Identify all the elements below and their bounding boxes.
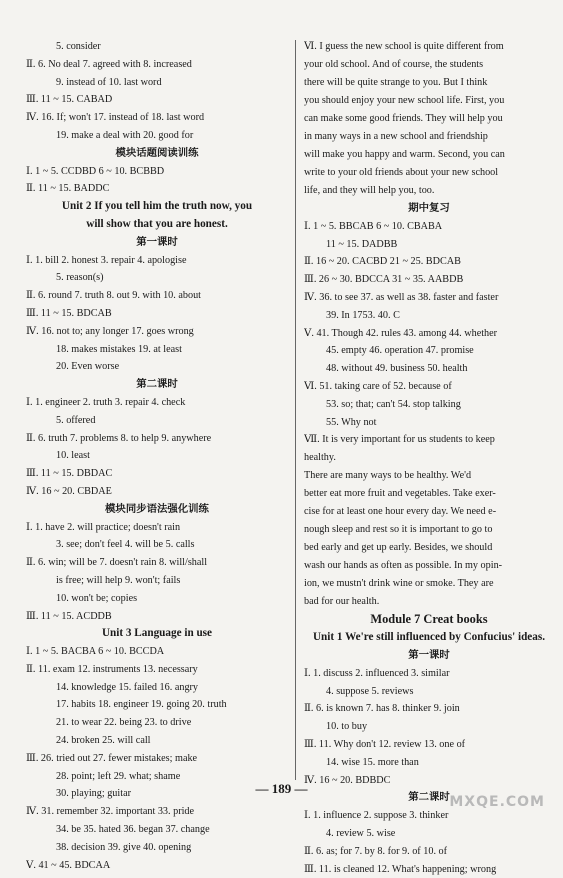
answer-line: Ⅱ. 6. as; for 7. by 8. for 9. of 10. of	[304, 845, 448, 857]
watermark: MXQE.COM	[449, 794, 545, 810]
answer-line: 55. Why not	[326, 416, 377, 428]
answer-line: 39. In 1753. 40. C	[326, 309, 400, 321]
answer-line: Ⅲ. 26. tried out 27. fewer mistakes; make	[26, 752, 198, 764]
answer-line: Ⅲ. 11. is cleaned 12. What's happening; wrong	[304, 863, 497, 875]
essay-vi	[304, 38, 554, 200]
essay-line: will make you happy and warm. Second, you can	[304, 149, 505, 160]
answer-line: 4. suppose 5. reviews	[326, 685, 414, 697]
answer-line: Ⅰ. 1 ~ 5. CCDBD 6 ~ 10. BCBBD	[26, 165, 165, 177]
left-column	[26, 38, 288, 874]
essay-line: wash our hands as often as possible. In my opin-	[304, 560, 503, 572]
answer-line: Ⅵ. 51. taking care of 52. because of	[304, 380, 452, 392]
answer-line: 11 ~ 15. DADBB	[326, 238, 398, 250]
essay-line: Ⅶ. It is very important for us students to keep	[304, 434, 495, 446]
answer-line: Ⅳ. 16 ~ 20. BDBDC	[304, 774, 391, 786]
section-heading: 第一课时	[408, 648, 450, 661]
essay-line: there will be quite strange to you. But I think	[304, 77, 488, 88]
essay-line: you should enjoy your new school life. First, you	[304, 95, 505, 106]
answer-line: Ⅰ. 1. discuss 2. influenced 3. similar	[304, 667, 450, 679]
essay-line: cise for at least one hour every day. We need e-	[304, 506, 497, 518]
answer-line: Ⅰ. 1 ~ 5. BACBA 6 ~ 10. BCCDA	[26, 646, 165, 658]
answer-line: 14. knowledge 15. failed 16. angry	[56, 681, 199, 693]
essay-line: There are many ways to be healthy. We'd	[304, 470, 472, 482]
answer-line: 5. offered	[56, 414, 96, 426]
answer-line: Ⅰ. 1. influence 2. suppose 3. thinker	[304, 810, 449, 822]
answer-line: Ⅱ. 6. is known 7. has 8. thinker 9. join	[304, 703, 460, 715]
answer-line: Ⅰ. 1. have 2. will practice; doesn't rain	[26, 521, 181, 533]
answer-line: 4. review 5. wise	[326, 827, 396, 839]
answer-line: Ⅲ. 26 ~ 30. BDCCA 31 ~ 35. AABDB	[304, 274, 464, 286]
essay-line: bed early and get up early. Besides, we should	[304, 542, 493, 554]
answer-line: Ⅲ. 11. Why don't 12. review 13. one of	[304, 738, 466, 750]
section-heading: 期中复习	[408, 202, 450, 214]
essay-line: healthy.	[304, 452, 336, 464]
answer-line: 20. Even worse	[56, 361, 120, 373]
answer-line: Ⅲ. 11 ~ 15. ACDDB	[26, 610, 112, 622]
answer-line: Ⅱ. 11 ~ 15. BADDC	[26, 183, 110, 195]
section-heading: Unit 1 We're still influenced by Confucius' ideas.	[312, 631, 546, 644]
module-7-section	[304, 611, 554, 878]
answer-line: Ⅱ. 6. win; will be 7. doesn't rain 8. will/shall	[26, 557, 208, 569]
answer-line: 24. broken 25. will call	[56, 735, 151, 747]
answer-line: Ⅱ. 16 ~ 20. CACBD 21 ~ 25. BDCAB	[304, 256, 461, 268]
essay-line: nough sleep and rest so it is important to go to	[304, 524, 493, 536]
answer-line: 10. won't be; copies	[56, 592, 138, 604]
answer-line: 5. reason(s)	[56, 272, 104, 284]
answer-line: Ⅱ. 6. truth 7. problems 8. to help 9. anywhere	[26, 432, 212, 444]
answer-line: Ⅲ. 11 ~ 15. DBDAC	[26, 468, 113, 480]
section-heading: Unit 2 If you tell him the truth now, you	[61, 200, 253, 213]
answer-line: 28. point; left 29. what; shame	[56, 770, 181, 782]
answer-line: 21. to wear 22. being 23. to drive	[56, 717, 192, 729]
answer-line: 45. empty 46. operation 47. promise	[326, 345, 474, 357]
midterm-review	[304, 200, 554, 431]
answer-line: Ⅱ. 6. No deal 7. agreed with 8. increased	[26, 58, 192, 70]
answer-line: Ⅲ. 11 ~ 15. CABAD	[26, 94, 113, 106]
essay-line: life, and they will help you, too.	[304, 185, 435, 196]
section-heading: 第二课时	[408, 791, 450, 804]
answer-line: 48. without 49. business 50. health	[326, 363, 468, 375]
answer-line: Ⅰ. 1 ~ 5. BBCAB 6 ~ 10. CBABA	[304, 220, 443, 232]
answer-line: is free; will help 9. won't; fails	[56, 574, 181, 586]
answer-line: Ⅰ. 1. engineer 2. truth 3. repair 4. check	[26, 396, 186, 408]
column-divider	[295, 40, 296, 780]
answer-line: 30. playing; guitar	[56, 788, 131, 800]
answer-line: 10. least	[56, 450, 90, 462]
answer-line: Ⅲ. 11 ~ 15. BDCAB	[26, 307, 112, 319]
essay-line: write to your old friends about your new school	[304, 167, 499, 178]
answer-line: Ⅴ. 41. Though 42. rules 43. among 44. whether	[304, 327, 498, 339]
answer-line: Ⅳ. 16. not to; any longer 17. goes wrong	[26, 325, 194, 337]
essay-line: in many ways in a new school and friendship	[304, 131, 488, 142]
answer-line: 53. so; that; can't 54. stop talking	[326, 398, 461, 410]
section-heading: 模块同步语法强化训练	[105, 502, 209, 515]
answer-line: Ⅱ. 11. exam 12. instruments 13. necessary	[26, 663, 198, 675]
answer-line: 19. make a deal with 20. good for	[56, 129, 194, 141]
essay-line: Ⅵ. I guess the new school is quite different from	[304, 41, 504, 52]
answer-line: 34. be 35. hated 36. began 37. change	[56, 824, 210, 836]
section-heading: Unit 3 Language in use	[101, 627, 213, 640]
essay-line: ion, we mustn't drink wine or smoke. They are	[304, 578, 494, 590]
essay-line: your old school. And of course, the students	[304, 59, 484, 70]
answer-line: Ⅴ. 41 ~ 45. BDCAA	[26, 859, 111, 871]
section-heading: 第二课时	[136, 378, 178, 391]
answer-line: Ⅰ. 1. bill 2. honest 3. repair 4. apologise	[26, 254, 187, 266]
answer-line: 18. makes mistakes 19. at least	[56, 343, 182, 355]
section-heading: 模块话题阅读训练	[115, 146, 199, 159]
essay-line: better eat more fruit and vegetables. Take exer-	[304, 488, 496, 500]
essay-line: bad for our health.	[304, 596, 380, 608]
answer-line: 14. wise 15. more than	[326, 756, 419, 768]
section-heading: will show that you are honest.	[86, 217, 228, 230]
answer-line: Ⅳ. 36. to see 37. as well as 38. faster and faster	[304, 291, 499, 303]
page-number: — 189 —	[255, 781, 308, 796]
answer-line: 3. see; don't feel 4. will be 5. calls	[56, 539, 195, 551]
answer-line: 38. decision 39. give 40. opening	[56, 841, 192, 853]
essay-line: can make some good friends. They will help you	[304, 113, 503, 124]
answer-line: Ⅱ. 6. round 7. truth 8. out 9. with 10. about	[26, 290, 202, 302]
section-heading: Module 7 Creat books	[370, 612, 488, 627]
essay-vii	[304, 431, 554, 611]
right-column	[304, 38, 554, 878]
answer-line: Ⅳ. 31. remember 32. important 33. pride	[26, 806, 195, 818]
section-heading: 第一课时	[136, 235, 178, 248]
answer-line: 5. consider	[56, 41, 101, 52]
answer-line: 9. instead of 10. last word	[56, 76, 162, 88]
answer-line: Ⅳ. 16. If; won't 17. instead of 18. last word	[26, 112, 205, 124]
answer-line: 10. to buy	[326, 721, 368, 733]
answer-line: Ⅳ. 16 ~ 20. CBDAE	[26, 485, 112, 497]
answer-line: 17. habits 18. engineer 19. going 20. truth	[56, 699, 227, 711]
